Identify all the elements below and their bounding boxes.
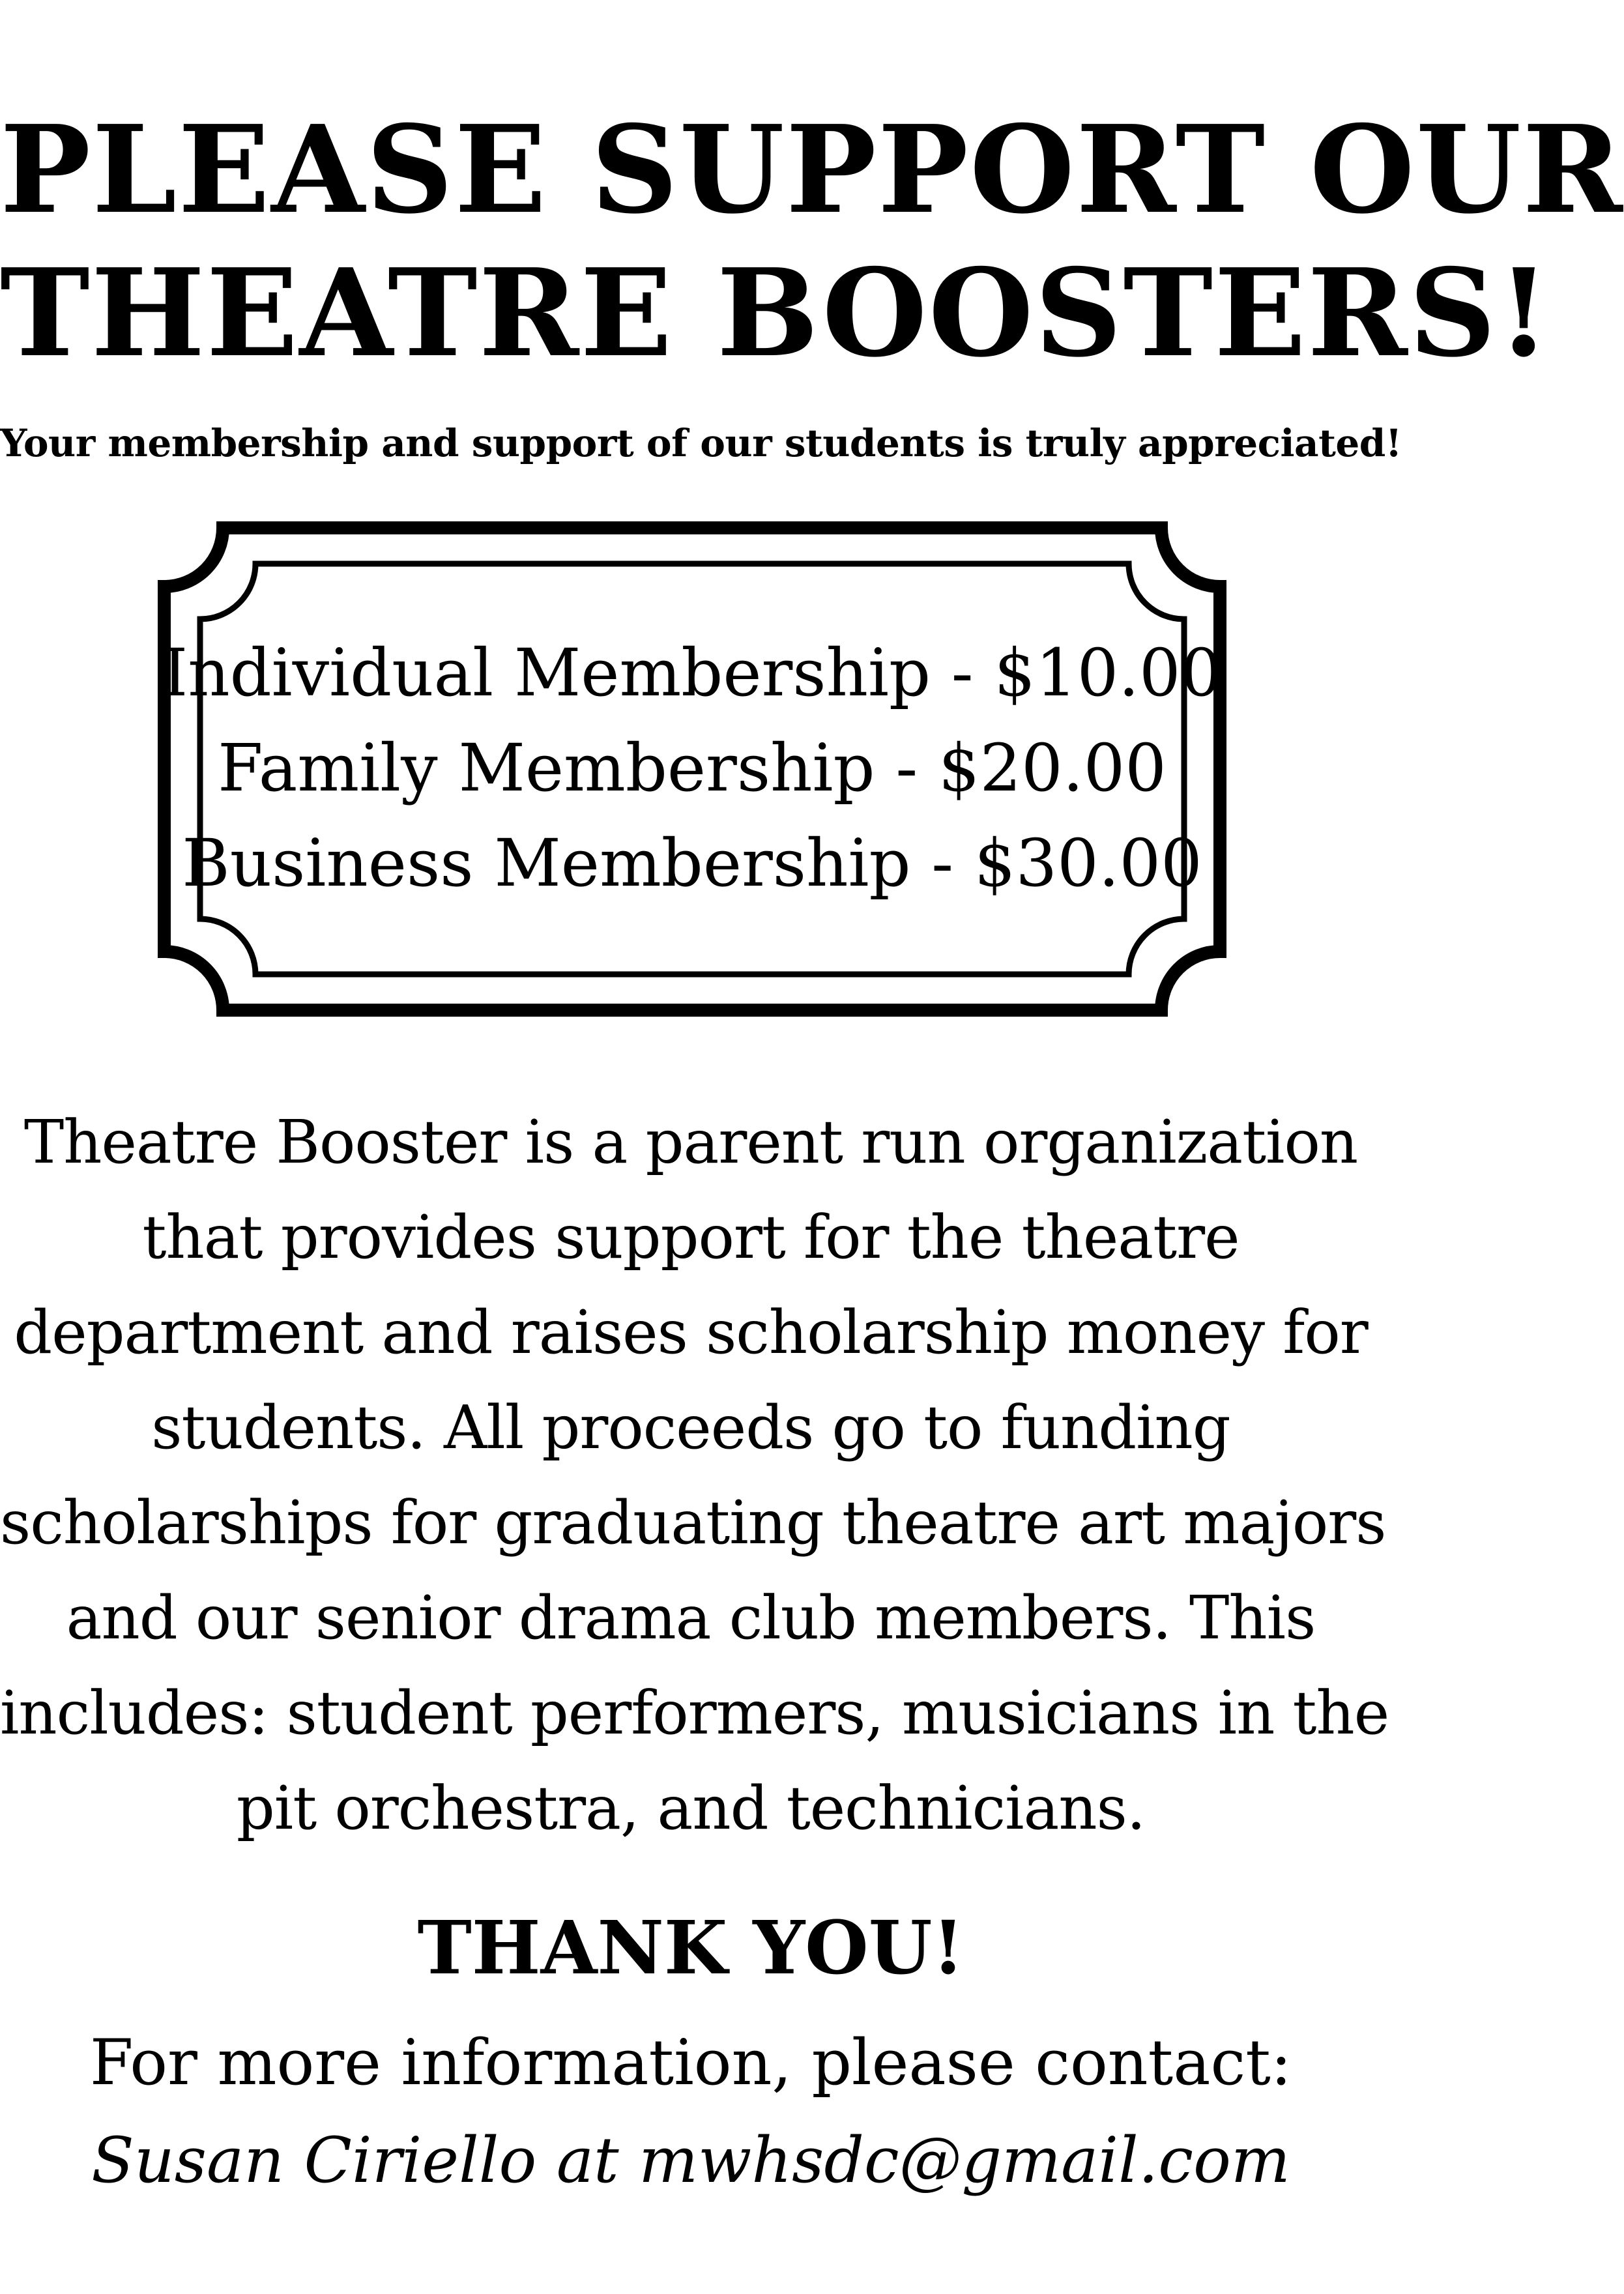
description-line: pit orchestra, and technicians. [236,1773,1146,1843]
description-line: that provides support for the theatre [142,1202,1240,1272]
description-line: students. All proceeds go to funding [151,1393,1230,1462]
membership-business: Business Membership - $30.00 [182,825,1202,901]
description-line: department and raises scholarship money for [14,1298,1368,1367]
membership-individual: Individual Membership - $10.00 [162,635,1223,711]
contact-prompt: For more information, please contact: [89,2026,1292,2099]
contact-person-email: Susan Ciriello at mwhsdc@gmail.com [91,2124,1290,2197]
thank-you-heading: THANK YOU! [417,1906,964,1991]
tagline: Your membership and support of our students is truly appreciated! [0,421,1402,465]
membership-family: Family Membership - $20.00 [218,730,1167,806]
headline-line-1: PLEASE SUPPORT OUR [0,98,1624,240]
description-line: scholarships for graduating theatre art majors [0,1488,1386,1558]
booster-description [0,1095,1389,1856]
membership-price-list [151,626,1233,911]
headline-line-2: THEATRE BOOSTERS! [0,242,1552,384]
description-line: Theatre Booster is a parent run organization [23,1107,1358,1177]
description-line: includes: student performers, musicians in the [0,1678,1389,1748]
description-line: and our senior drama club members. This [66,1583,1316,1653]
contact-info [0,2014,1382,2209]
